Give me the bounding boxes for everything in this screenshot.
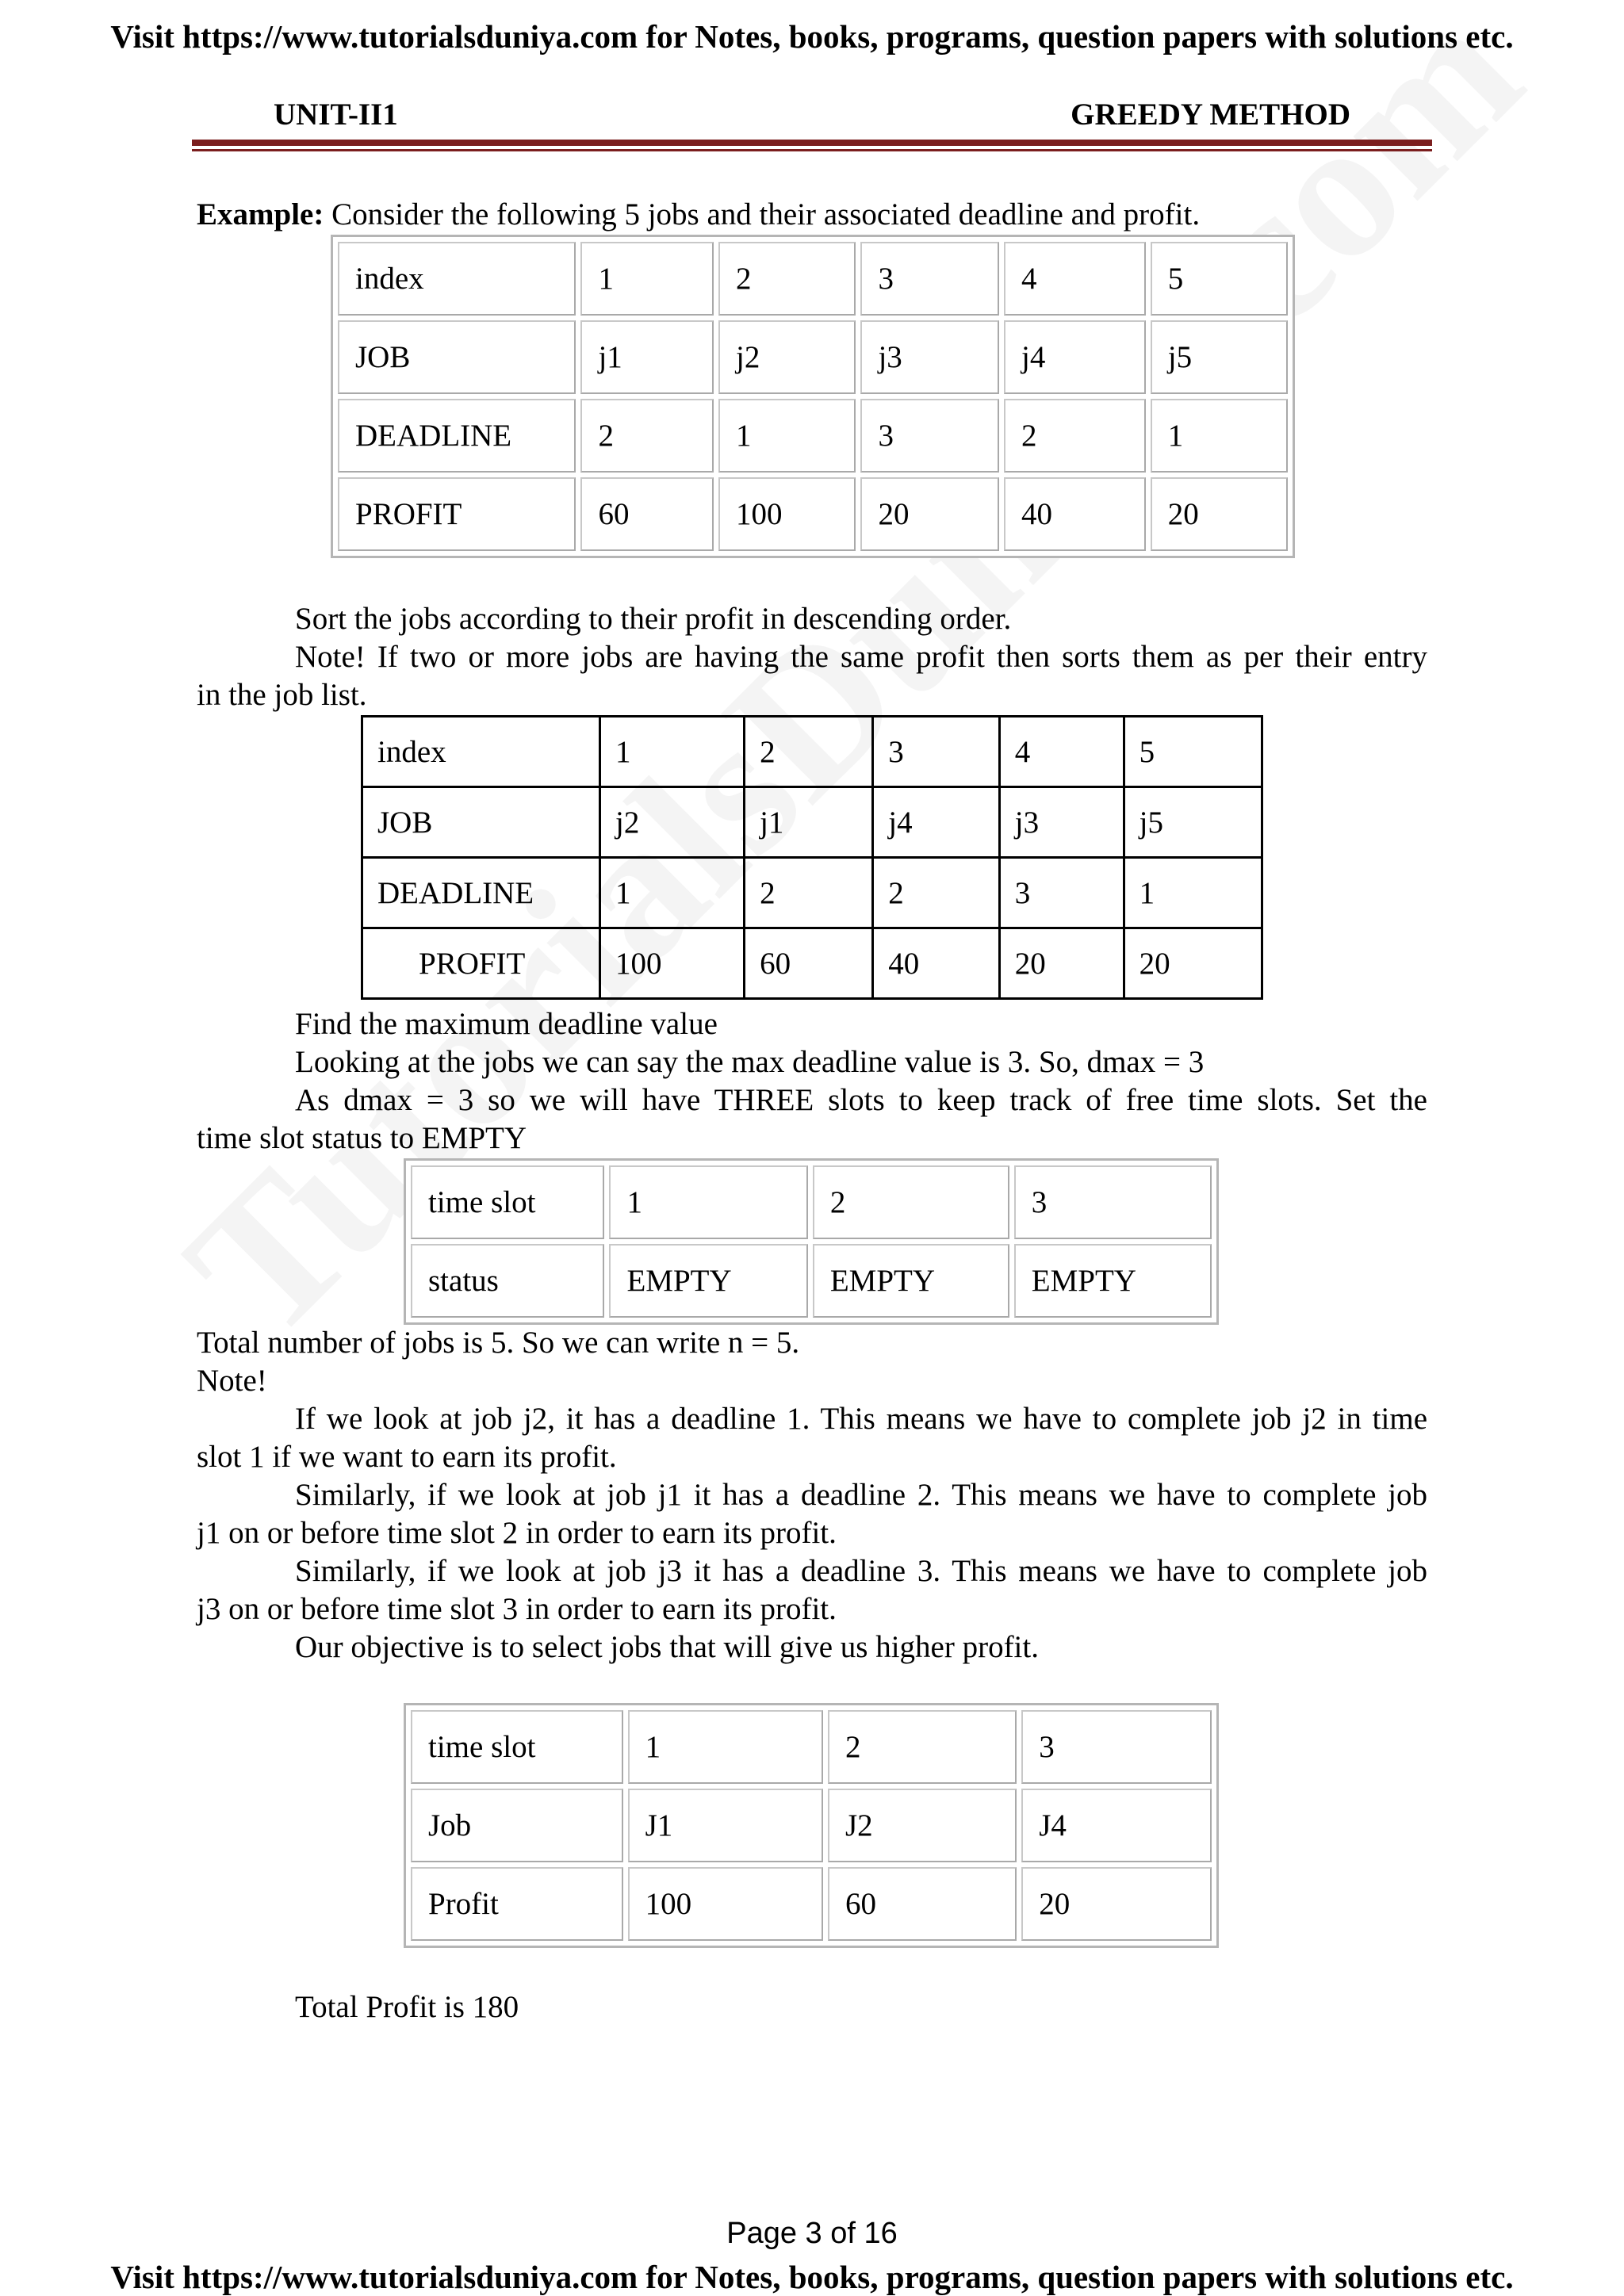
table-cell: 1: [580, 242, 714, 316]
job-j3-line-1: Similarly, if we look at job j3 it has a deadline 3. This means we have to complete job: [295, 1554, 1427, 1588]
table-cell: 1: [1124, 858, 1262, 928]
table-cell: 1: [628, 1710, 823, 1784]
table-cell: j1: [745, 787, 873, 858]
table-cell: 2: [745, 717, 873, 787]
table-cell: 20: [860, 477, 999, 551]
table-cell: 2: [873, 858, 1000, 928]
table-row: [338, 399, 1288, 473]
table-cell: EMPTY: [1014, 1244, 1212, 1318]
jobs-table: [331, 235, 1295, 558]
table-cell: EMPTY: [609, 1244, 807, 1318]
table-cell: j4: [1004, 320, 1146, 394]
table-row: [362, 717, 1262, 787]
table-row: [338, 242, 1288, 316]
sort-instruction: Sort the jobs according to their profit in descending order.: [295, 602, 1012, 636]
table-cell: 2: [1004, 399, 1146, 473]
slots-line-2: time slot status to EMPTY: [197, 1121, 527, 1155]
job-j2-line-1: If we look at job j2, it has a deadline 1. This means we have to complete job j2 in time: [295, 1402, 1427, 1436]
table-cell: 1: [718, 399, 856, 473]
table-cell: 2: [580, 399, 714, 473]
table-cell: 2: [718, 242, 856, 316]
job-j1-line-1: Similarly, if we look at job j1 it has a deadline 2. This means we have to complete job: [295, 1478, 1427, 1512]
table-cell: 60: [745, 928, 873, 999]
table-cell: j3: [999, 787, 1124, 858]
table-cell: 100: [718, 477, 856, 551]
objective-text: Our objective is to select jobs that will give us higher profit.: [295, 1630, 1039, 1664]
table-cell: 5: [1124, 717, 1262, 787]
table-cell: 1: [1151, 399, 1288, 473]
table-cell: 20: [999, 928, 1124, 999]
row-header-cell: Profit: [411, 1867, 623, 1941]
row-header-cell: JOB: [338, 320, 576, 394]
row-header-cell: time slot: [411, 1165, 604, 1239]
table-cell: 4: [1004, 242, 1146, 316]
table-cell: 3: [860, 399, 999, 473]
row-header-cell: PROFIT: [338, 477, 576, 551]
table-cell: 3: [873, 717, 1000, 787]
unit-header: UNIT-II1: [274, 98, 398, 132]
total-jobs-text: Total number of jobs is 5. So we can write n = 5.: [197, 1326, 800, 1360]
table-cell: 20: [1124, 928, 1262, 999]
table-cell: j1: [580, 320, 714, 394]
table-cell: j5: [1151, 320, 1288, 394]
table-cell: 2: [745, 858, 873, 928]
header-rule-thin: [192, 149, 1432, 151]
table-cell: 100: [628, 1867, 823, 1941]
table-cell: 1: [600, 717, 745, 787]
final-schedule-table: [404, 1703, 1219, 1948]
table-cell: 40: [873, 928, 1000, 999]
row-header-cell: status: [411, 1244, 604, 1318]
table-cell: 100: [600, 928, 745, 999]
chapter-header: GREEDY METHOD: [1071, 98, 1350, 132]
job-j2-line-2: slot 1 if we want to earn its profit.: [197, 1440, 617, 1474]
bottom-banner: Visit https://www.tutorialsduniya.com for Notes, books, programs, question papers with solutions etc.: [110, 2259, 1514, 2295]
table-cell: 60: [580, 477, 714, 551]
note-label: Note!: [197, 1364, 267, 1398]
table-row: [411, 1710, 1212, 1784]
table-row: [411, 1244, 1212, 1318]
table-cell: j2: [718, 320, 856, 394]
row-header-cell: time slot: [411, 1710, 623, 1784]
table-cell: 4: [999, 717, 1124, 787]
row-header-cell: JOB: [362, 787, 600, 858]
example-text: Consider the following 5 jobs and their associated deadline and profit.: [324, 197, 1201, 232]
table-row: [338, 320, 1288, 394]
slots-line-1: As dmax = 3 so we will have THREE slots to keep track of free time slots. Set the: [295, 1083, 1427, 1117]
table-cell: 3: [999, 858, 1124, 928]
row-header-cell: index: [338, 242, 576, 316]
example-label: Example:: [197, 197, 324, 232]
table-cell: j3: [860, 320, 999, 394]
header-rule: [192, 140, 1432, 146]
table-cell: 1: [600, 858, 745, 928]
example-intro: [197, 196, 1200, 234]
table-cell: 20: [1021, 1867, 1212, 1941]
job-j3-line-2: j3 on or before time slot 3 in order to earn its profit.: [197, 1592, 837, 1626]
row-header-cell: index: [362, 717, 600, 787]
total-profit-text: Total Profit is 180: [295, 1990, 519, 2024]
table-cell: 20: [1151, 477, 1288, 551]
job-j1-line-2: j1 on or before time slot 2 in order to earn its profit.: [197, 1516, 837, 1550]
table-row: [411, 1165, 1212, 1239]
table-row: [338, 477, 1288, 551]
table-cell: 3: [1021, 1710, 1212, 1784]
table-row: [362, 928, 1262, 999]
row-header-cell: DEADLINE: [362, 858, 600, 928]
table-cell: 3: [1014, 1165, 1212, 1239]
table-cell: 1: [609, 1165, 807, 1239]
table-cell: 40: [1004, 477, 1146, 551]
find-max-text: Find the maximum deadline value: [295, 1007, 718, 1041]
table-cell: j5: [1124, 787, 1262, 858]
table-cell: 2: [813, 1165, 1009, 1239]
sorted-jobs-table: [361, 715, 1263, 1000]
table-cell: J2: [828, 1789, 1017, 1862]
table-cell: 5: [1151, 242, 1288, 316]
top-banner: Visit https://www.tutorialsduniya.com for Notes, books, programs, question papers with solutions etc.: [110, 18, 1514, 55]
table-cell: 2: [828, 1710, 1017, 1784]
table-row: [411, 1789, 1212, 1862]
page-number: Page 3 of 16: [726, 2217, 898, 2250]
table-row: [362, 858, 1262, 928]
note-line-1: Note! If two or more jobs are having the same profit then sorts them as per their entry: [295, 640, 1427, 674]
table-cell: j2: [600, 787, 745, 858]
table-cell: EMPTY: [813, 1244, 1009, 1318]
table-cell: J4: [1021, 1789, 1212, 1862]
note-line-2: in the job list.: [197, 678, 367, 712]
max-deadline-text: Looking at the jobs we can say the max deadline value is 3. So, dmax = 3: [295, 1045, 1205, 1079]
table-cell: 3: [860, 242, 999, 316]
table-cell: j4: [873, 787, 1000, 858]
table-row: [411, 1867, 1212, 1941]
table-cell: 60: [828, 1867, 1017, 1941]
row-header-cell: Job: [411, 1789, 623, 1862]
table-row: [362, 787, 1262, 858]
row-header-cell: PROFIT: [362, 928, 600, 999]
row-header-cell: DEADLINE: [338, 399, 576, 473]
table-cell: J1: [628, 1789, 823, 1862]
time-slot-status-table: [404, 1158, 1219, 1325]
